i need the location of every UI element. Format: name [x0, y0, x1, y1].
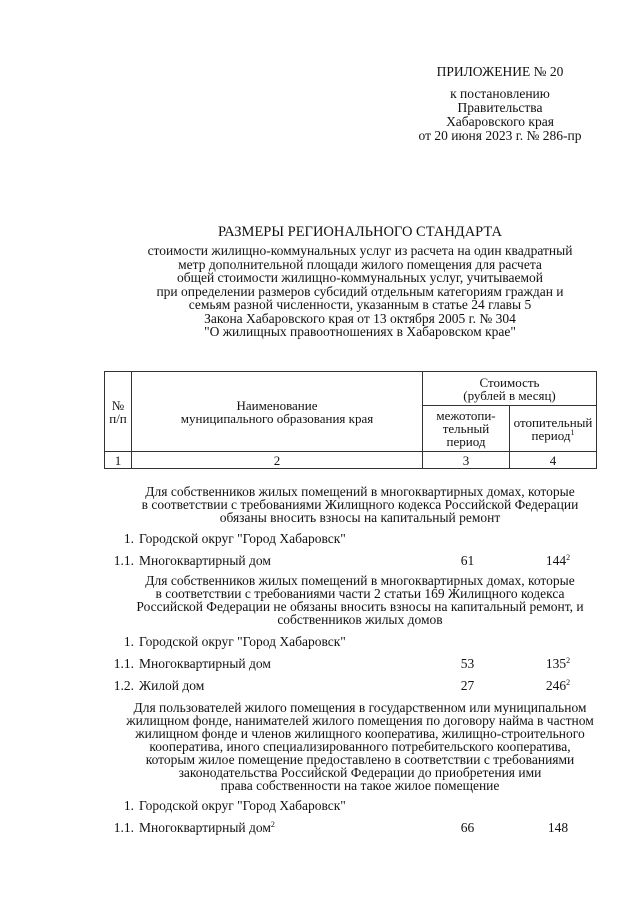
document-subtitle — [105, 244, 615, 339]
appendix-number: ПРИЛОЖЕНИЕ № 20 — [436, 64, 564, 79]
district-name: Городской округ "Город Хабаровск" — [139, 798, 346, 813]
subtitle-line: при определении размеров субсидий отдельным категориям граждан и — [156, 283, 564, 299]
col-index: 1 — [105, 452, 132, 469]
col-heating-header: отопительный период$^1$ — [510, 406, 597, 452]
appendix-line: Хабаровского края — [446, 114, 554, 129]
section-heading: Для собственников жилых помещений в многоквартирных домах, которые в соответствии с требованиями части 2 статьи 169 Жилищного кодекса Российской Федерации не обязаны вносить взносы на капитальный ремонт, и собственников жилых домов — [136, 573, 584, 627]
district-number: 1. — [123, 634, 134, 649]
district-name: Городской округ "Город Хабаровск" — [139, 634, 346, 649]
subtitle-line: "О жилищных правоотношениях в Хабаровском крае" — [204, 324, 516, 339]
col-index: 4 — [510, 452, 597, 469]
section-heading: Для собственников жилых помещений в многоквартирных домах, которые в соответствии с требованиями Жилищного кодекса Российской Федерации обязаны вносить взносы на капитальный ремонт — [141, 484, 579, 525]
col-name-header: Наименование муниципального образования края — [132, 372, 423, 452]
section-heading: Для пользователей жилого помещения в государственном или муниципальном жилищном фонде, нанимателей жилого помещения по договору найма в частном жилищном фонде и членов жилищного кооператива, жилищно-строительного кооператива, иного специализированного потребительского кооператива, которым жилое помещение предоставлено в соответствии с требованиями законодательства Российской Федерации до приобретения ими права собственности на такое жилое помещение — [126, 700, 594, 793]
subtitle-line: общей стоимости жилищно-коммунальных услуг, учитываемой — [176, 270, 544, 285]
document-title: РАЗМЕРЫ РЕГИОНАЛЬНОГО СТАНДАРТА — [217, 224, 503, 240]
col-cost-header: Стоимость (рублей в месяц) — [423, 372, 597, 406]
col-number-header: № п/п — [105, 372, 132, 452]
subtitle-line: метр дополнительной площади жилого помещения для расчета — [178, 256, 542, 272]
district-number: 1. — [123, 798, 134, 813]
appendix-line: к постановлению — [450, 86, 550, 101]
appendix-line: Правительства — [457, 100, 543, 115]
subtitle-line: Закона Хабаровского края от 13 октября 2005 г. № 304 — [204, 310, 516, 326]
subtitle-line: семьям разной численности, указанным в статье 24 главы 5 — [188, 297, 532, 312]
col-index: 2 — [132, 452, 423, 469]
district-name: Городской округ "Город Хабаровск" — [139, 531, 346, 546]
subtitle-line: стоимости жилищно-коммунальных услуг из расчета на один квадратный — [147, 243, 573, 258]
table-header — [104, 371, 597, 469]
appendix-date: от 20 июня 2023 г. № 286-пр — [418, 128, 582, 143]
col-interheating-header: межотопи- тельный период — [423, 406, 510, 452]
col-index: 3 — [423, 452, 510, 469]
district-number: 1. — [123, 531, 134, 546]
